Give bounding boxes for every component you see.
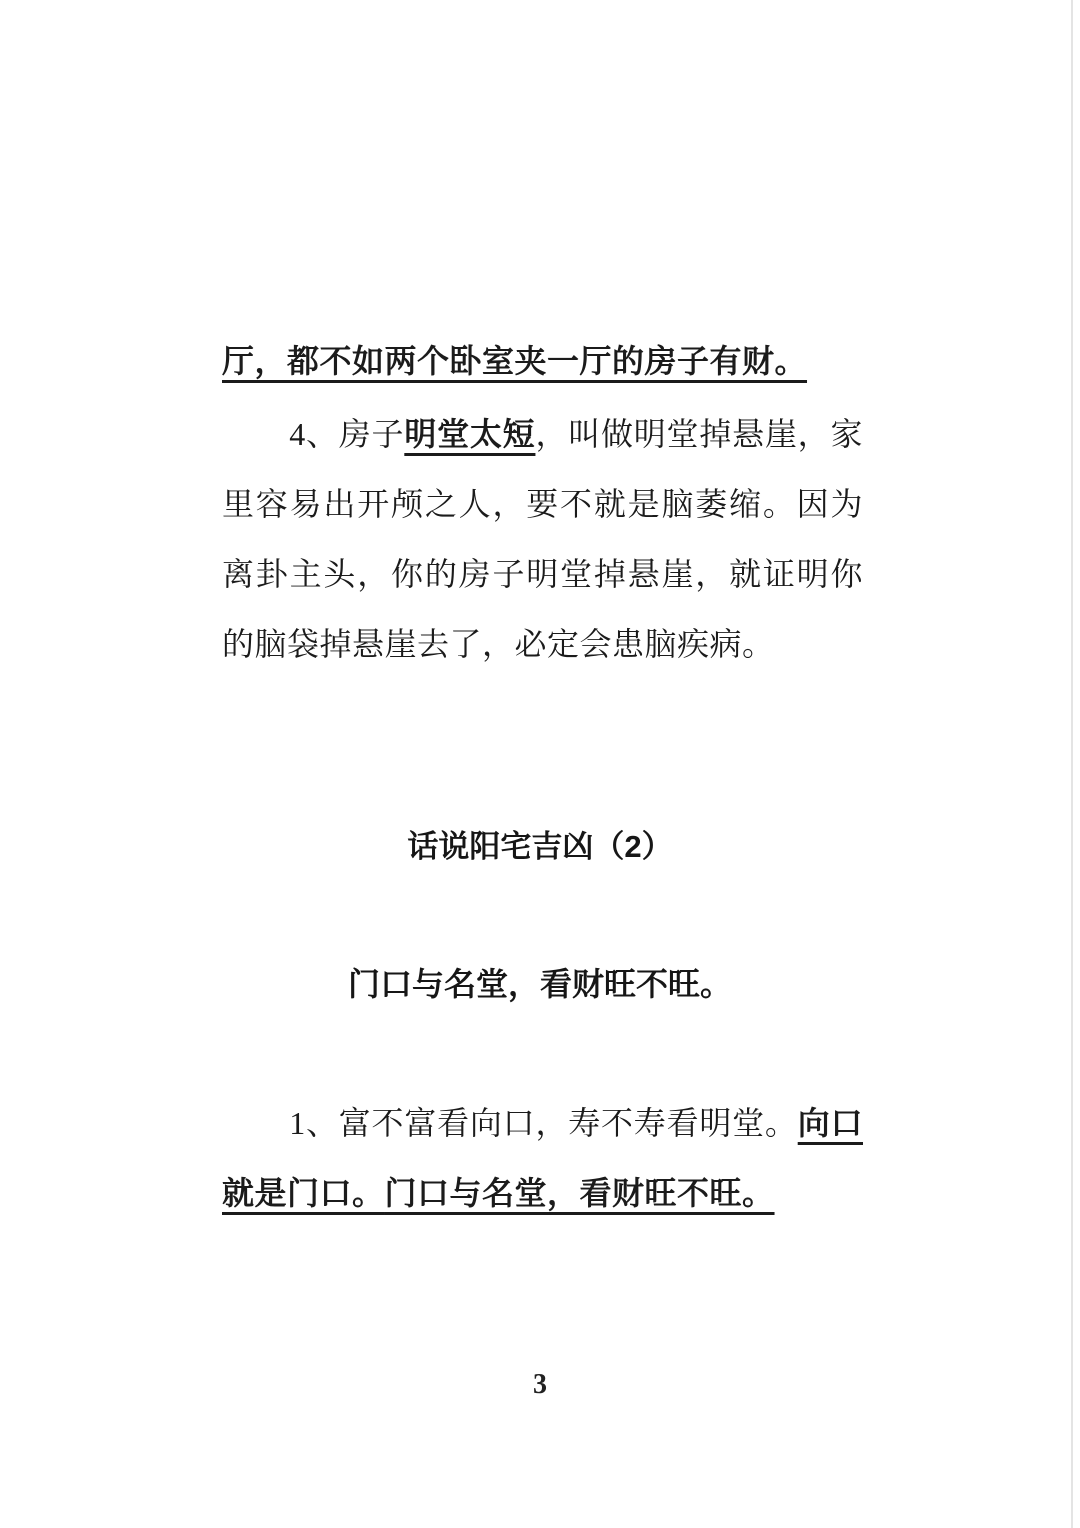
section-heading: 话说阳宅吉凶（2）: [407, 829, 673, 864]
paragraph-item-4-emphasis: 明堂太短: [404, 416, 536, 452]
paragraph-continuation: [222, 326, 863, 396]
paragraph-item-1: [222, 1088, 863, 1228]
paragraph-item-4: [222, 399, 863, 679]
paragraph-continuation-text: 厅，都不如两个卧室夹一厅的房子有财。: [222, 343, 808, 379]
paragraph-item-1-emphasis-sans: 门口与名堂，看财旺不旺。: [384, 1175, 775, 1211]
paragraph-item-1-lead: 1、富不富看向口，寿不寿看明堂。: [289, 1105, 798, 1141]
paragraph-item-4-lead: 4、房子: [289, 416, 405, 452]
paragraph-item-4-rest: ，叫做明堂掉悬崖，家里容易出开颅之人，要不就是脑萎缩。因为离卦主头，你的房子明堂掉悬崖，就证明你的脑袋掉悬崖去了，必定会患脑疾病。: [222, 416, 863, 662]
page-number: 3: [533, 1369, 547, 1400]
scan-edge-line: [1071, 0, 1073, 1528]
paragraph-item-1-emphasis-serif: 向口就是门口。: [222, 1105, 863, 1211]
section-subheading: 门口与名堂，看财旺不旺。: [347, 966, 732, 1002]
